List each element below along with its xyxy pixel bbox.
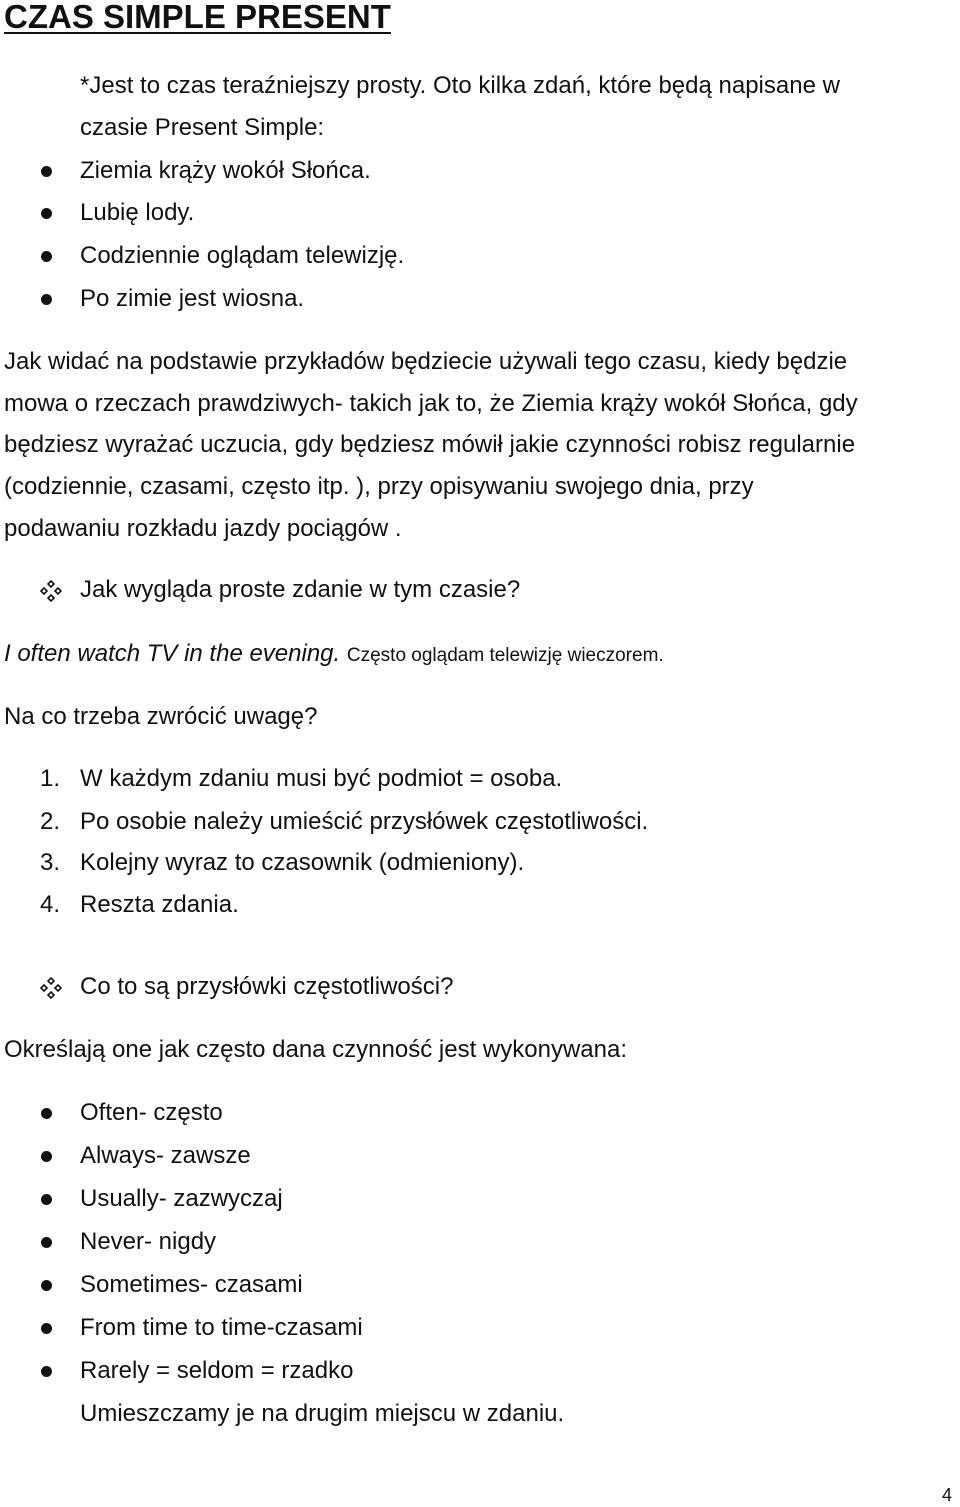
bullet-icon — [41, 294, 52, 305]
adverb-item: From time to time-czasami — [80, 1314, 363, 1341]
step-number: 1. — [40, 765, 61, 792]
example-sentence — [4, 642, 664, 666]
example-english: I often watch TV in the evening. — [4, 640, 341, 667]
adverb-item: Always- zawsze — [80, 1142, 251, 1169]
example-item: Ziemia krąży wokół Słońca. — [80, 157, 371, 184]
intro-line-1: *Jest to czas teraźniejszy prosty. Oto kilka zdań, które będą napisane w — [80, 72, 840, 99]
usage-line: podawaniu rozkładu jazdy pociągów . — [4, 515, 402, 542]
diamond-bullet-icon — [40, 580, 62, 602]
adverb-item: Rarely = seldom = rzadko — [80, 1357, 354, 1384]
usage-line: mowa o rzeczach prawdziwych- takich jak to, że Ziemia krąży wokół Słońca, gdy — [4, 390, 858, 417]
page-number: 4 — [941, 1485, 952, 1505]
bullet-icon — [41, 1323, 52, 1334]
bullet-icon — [41, 1280, 52, 1291]
adverb-item: Usually- zazwyczaj — [80, 1185, 283, 1212]
page-title: CZAS SIMPLE PRESENT — [4, 0, 391, 35]
step-number: 4. — [40, 891, 61, 918]
example-item: Po zimie jest wiosna. — [80, 285, 305, 312]
example-item: Codziennie oglądam telewizję. — [80, 242, 405, 269]
bullet-icon — [41, 1151, 52, 1162]
step-text: Reszta zdania. — [80, 891, 239, 918]
step-number: 3. — [40, 849, 61, 876]
usage-line: Jak widać na podstawie przykładów będziecie używali tego czasu, kiedy będzie — [4, 348, 848, 375]
step-text: W każdym zdaniu musi być podmiot = osoba. — [80, 765, 563, 792]
diamond-bullet-icon — [40, 977, 62, 999]
step-text: Kolejny wyraz to czasownik (odmieniony). — [80, 849, 525, 876]
usage-line: będziesz wyrażać uczucia, gdy będziesz mówił jakie czynności robisz regularnie — [4, 431, 856, 458]
bullet-icon — [41, 1237, 52, 1248]
adverb-item: Sometimes- czasami — [80, 1271, 303, 1298]
example-polish: Często oglądam telewizję wieczorem. — [346, 645, 664, 666]
example-item: Lubię lody. — [80, 199, 195, 226]
question-heading: Jak wygląda proste zdanie w tym czasie? — [80, 576, 521, 603]
bullet-icon — [41, 166, 52, 177]
intro-line-2: czasie Present Simple: — [80, 114, 325, 141]
definition-text: Określają one jak często dana czynność jest wykonywana: — [4, 1036, 627, 1063]
bullet-icon — [41, 1194, 52, 1205]
step-number: 2. — [40, 808, 61, 835]
bullet-icon — [41, 251, 52, 262]
question-heading: Co to są przysłówki częstotliwości? — [80, 973, 454, 1000]
bullet-icon — [41, 1366, 52, 1377]
bullet-icon — [41, 1108, 52, 1119]
attention-heading: Na co trzeba zwrócić uwagę? — [4, 703, 318, 730]
step-text: Po osobie należy umieścić przysłówek częstotliwości. — [80, 808, 649, 835]
adverb-item: Never- nigdy — [80, 1228, 217, 1255]
bullet-icon — [41, 208, 52, 219]
placement-note: Umieszczamy je na drugim miejscu w zdaniu. — [80, 1400, 565, 1427]
usage-line: (codziennie, czasami, często itp. ), przy opisywaniu swojego dnia, przy — [4, 473, 754, 500]
adverb-item: Often- często — [80, 1099, 223, 1126]
